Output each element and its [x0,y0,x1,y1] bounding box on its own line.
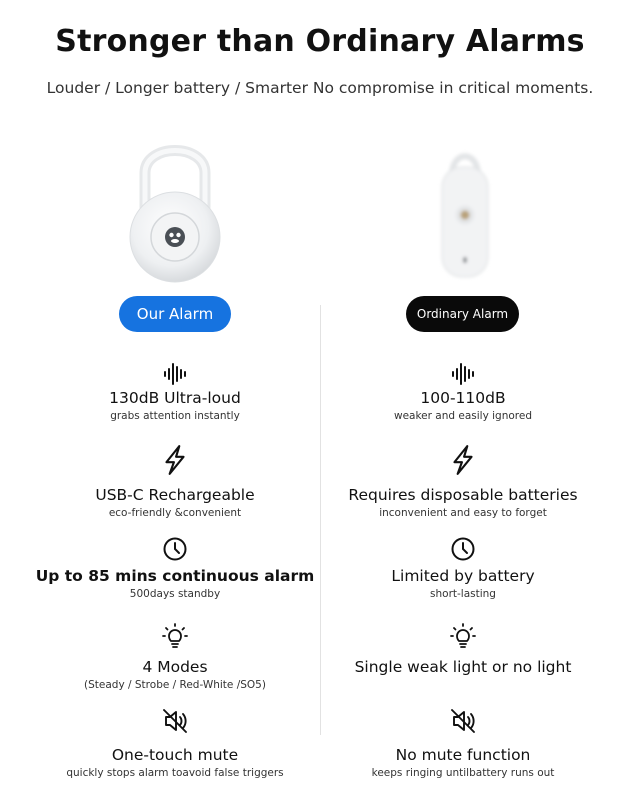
ordinary-alarm-badge: Ordinary Alarm [406,296,519,332]
feature-subtitle: inconvenient and easy to forget [379,507,547,519]
lightning-icon [448,444,478,476]
feature-loudness [15,360,335,423]
sound-wave-icon [161,360,189,388]
feature-mute [303,707,623,780]
feature-title: 4 Modes [142,658,208,676]
feature-subtitle: quickly stops alarm toavoid false triggers [66,767,284,779]
feature-subtitle: 500days standby [129,588,221,600]
lightning-icon [160,444,190,476]
ordinary-alarm-image [430,145,500,285]
mute-speaker-icon [161,707,189,735]
feature-title: Up to 85 mins continuous alarm [35,567,315,585]
feature-subtitle: (Steady / Strobe / Red-White /SO5) [84,679,266,691]
feature-duration [303,535,623,601]
feature-subtitle: grabs attention instantly [110,410,240,422]
feature-modes [15,622,335,692]
feature-subtitle: keeps ringing untilbattery runs out [371,767,555,779]
feature-title: Requires disposable batteries [348,486,578,504]
feature-title: 100-110dB [420,389,506,407]
feature-subtitle: eco-friendly &convenient [108,507,242,519]
clock-icon [449,535,477,563]
page-title: Stronger than Ordinary Alarms [55,24,585,59]
feature-title: No mute function [395,746,531,764]
feature-subtitle: short-lasting [430,588,496,600]
feature-title: Single weak light or no light [354,658,572,676]
mute-speaker-icon [449,707,477,735]
page-subtitle: Louder / Longer battery / Smarter No compromise in critical moments. [46,79,594,97]
feature-title: Limited by battery [391,567,535,585]
feature-title: USB-C Rechargeable [95,486,255,504]
feature-mute [15,707,335,780]
light-bulb-icon [449,622,477,650]
clock-icon [161,535,189,563]
feature-modes [303,622,623,679]
our-alarm-badge: Our Alarm [119,296,231,332]
feature-subtitle: weaker and easily ignored [393,410,533,422]
feature-power [303,444,623,520]
light-bulb-icon [161,622,189,650]
feature-title: One-touch mute [111,746,239,764]
feature-power [15,444,335,520]
our-alarm-image [125,135,225,285]
sound-wave-icon [449,360,477,388]
feature-title: 130dB Ultra-loud [109,389,241,407]
feature-duration [15,535,335,601]
feature-loudness [303,360,623,423]
